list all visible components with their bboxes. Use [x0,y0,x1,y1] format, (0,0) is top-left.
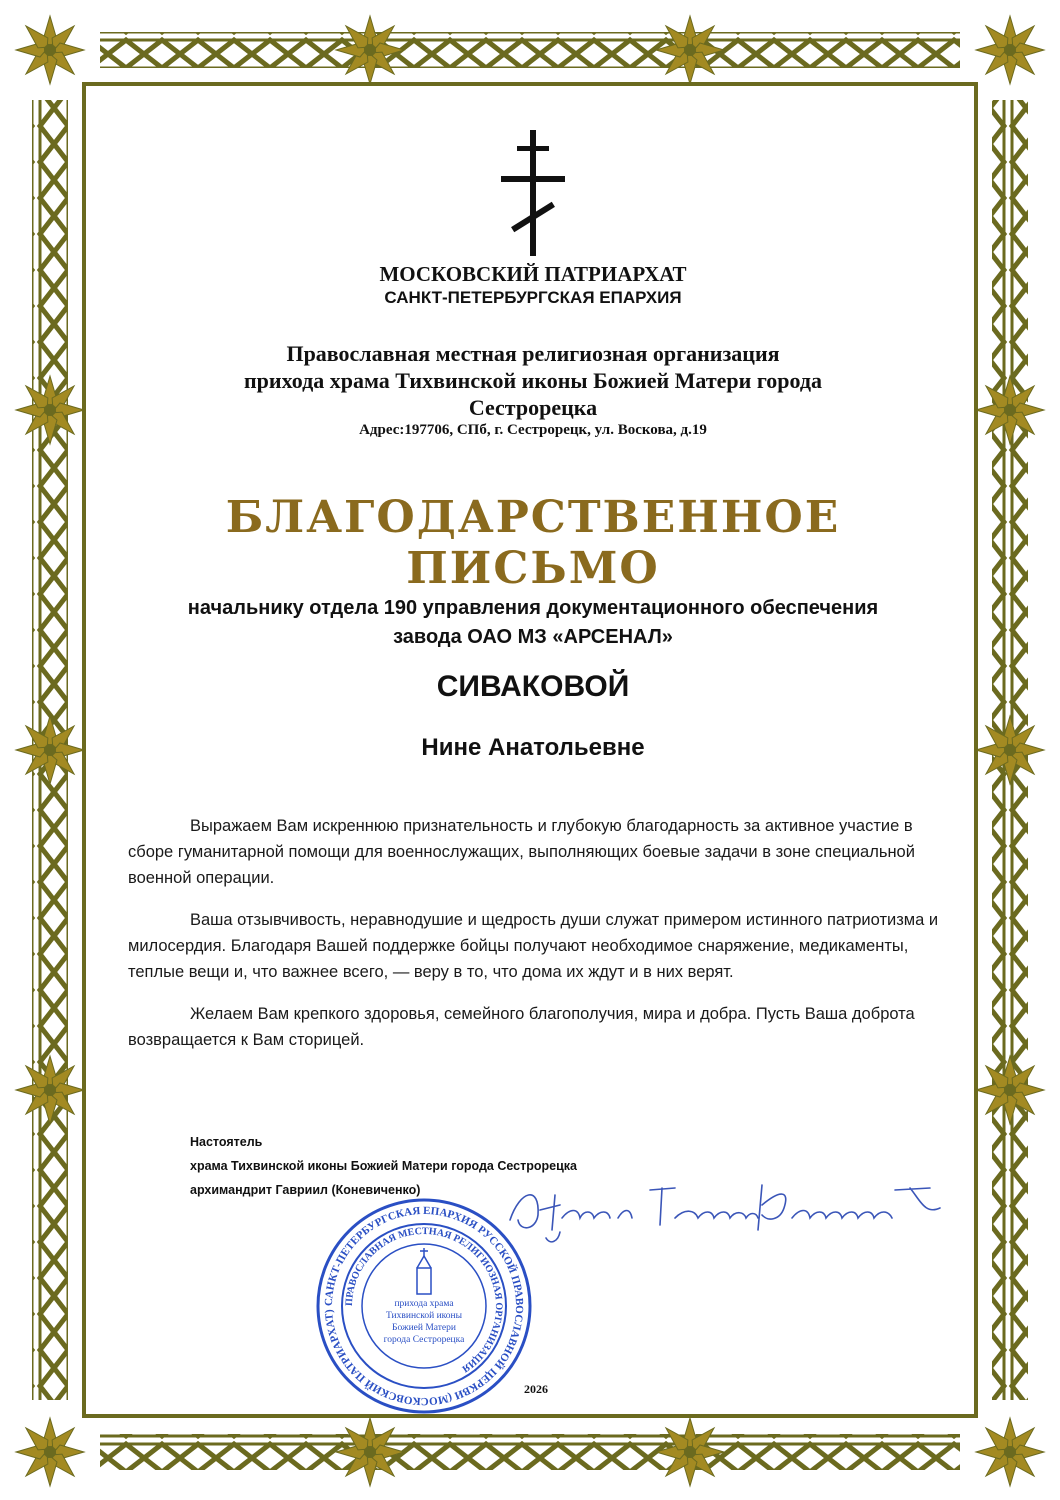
address: Адрес:197706, СПб, г. Сестрорецк, ул. Воскова, д.19 [359,422,707,438]
eparchy-heading: САНКТ-ПЕТЕРБУРГСКАЯ ЕПАРХИЯ [384,288,682,307]
document-year: 2026 [524,1382,548,1396]
stamp-center-line: Тихвинской иконы [385,1311,463,1321]
stamp-center-line: прихода храма [394,1299,454,1309]
signatory-church: храма Тихвинской иконы Божией Матери города Сестрорецка [190,1159,577,1173]
patriarchate-heading: МОСКОВСКИЙ ПАТРИАРХАТ [379,262,687,286]
signatory-role: Настоятель [190,1135,263,1149]
stamp-center-line: города Сестрорецка [383,1335,465,1345]
body-paragraph: Выражаем Вам искреннюю признательность и глубокую благодарность за активное участие в сборе гуманитарной помощи для военнослужащих, выполняющих боевые задачи в зоне специальной военной операции. [128,817,915,887]
organization-name [140,340,926,421]
stamp-outer-text: САНКТ-ПЕТЕРБУРГСКАЯ ЕПАРХИЯ РУССКОЙ ПРАВОСЛАВНОЙ ЦЕРКВИ (МОСКОВСКИЙ ПАТРИАРХАТ) [322,1204,526,1408]
document-title: БЛАГОДАРСТВЕННОЕ ПИСЬМО [225,492,841,594]
recipient-position-line: завода ОАО МЗ «АРСЕНАЛ» [393,626,673,648]
signatory-name: архимандрит Гавриил (Коневиченко) [190,1183,421,1197]
body-paragraph: Ваша отзывчивость, неравнодушие и щедрость души служат примером истинного патриотизма и милосердия. Благодаря Вашей поддержке бойцы получают необходимое снаряжение, медикаменты, теплые вещи и, что важнее всего, — веру в то, что дома их ждут и в них верят. [128,911,939,981]
recipient-position [100,594,966,652]
organization-line: прихода храма Тихвинской иконы Божией Матери города [243,368,822,393]
stamp-inner-text: ПРАВОСЛАВНАЯ МЕСТНАЯ РЕЛИГИОЗНАЯ ОРГАНИЗАЦИЯ [343,1225,505,1375]
handwritten-signature [500,1170,960,1250]
organization-line: Сестрорецка [468,395,598,420]
recipient-position-line: начальнику отдела 190 управления документационного обеспечения [187,597,879,619]
recipient-name: Нине Анатольевне [421,734,645,761]
organization-line: Православная местная религиозная организация [286,341,780,366]
recipient-surname: СИВАКОВОЙ [436,670,630,703]
stamp-center-line: Божией Матери [392,1323,456,1333]
letter-content [100,120,966,1420]
body-paragraph: Желаем Вам крепкого здоровья, семейного благополучия, мира и добра. Пусть Ваша доброта возвращается к Вам сторицей. [128,1005,915,1049]
orthodox-cross-icon [495,130,571,260]
letter-body [128,813,940,1069]
stamp-church-icon [417,1248,431,1294]
